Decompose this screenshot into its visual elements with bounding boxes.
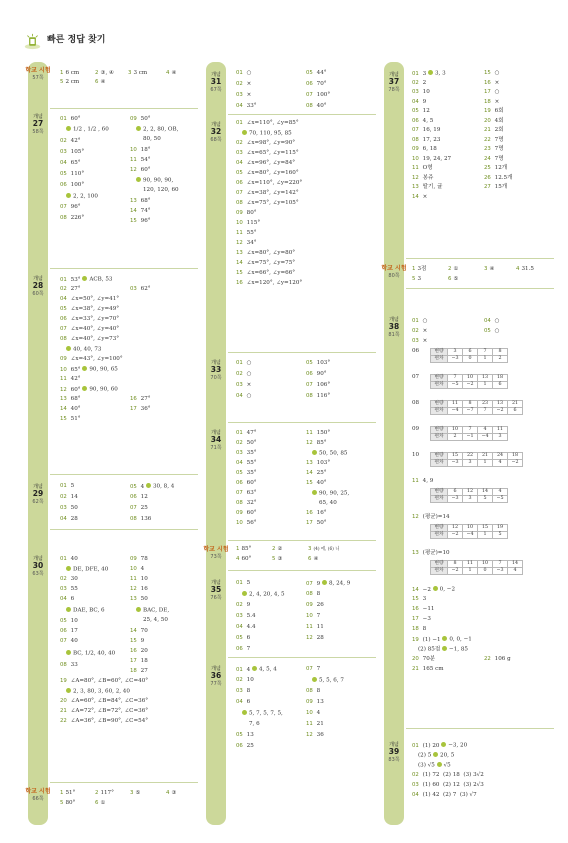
answer-item: 04 55° (236, 460, 257, 466)
section-label: 개념 39 83쪽 (388, 742, 400, 763)
answer-item: 09 26 (306, 602, 324, 608)
answer-item: 6 ④ (308, 556, 319, 562)
answer-item: 01 ○ (236, 360, 252, 366)
answer-item: 01 5 (60, 483, 75, 489)
answer-item: 03 5.4 (236, 613, 256, 619)
answer-item: 04 33° (236, 103, 257, 109)
answer-item: 05 ∠x=38°, ∠y=49° (60, 306, 120, 312)
answer-item: 07 (412, 374, 420, 380)
answer-item: 10 19, 24, 27 (412, 155, 452, 162)
answer-item: 09 (412, 426, 420, 432)
answer-item: 13 (평균)=10 (412, 550, 450, 556)
answer-item: 21 2회 (484, 127, 504, 133)
answer-item: 08 116° (306, 393, 331, 399)
answer-item: 06 12 (130, 494, 148, 500)
answer-item: 05 44° (306, 70, 327, 76)
answer-item: 14 −2 0, −2 (412, 586, 456, 593)
answer-item: 20 70분 (412, 656, 436, 662)
answer-item: 08 33 (60, 662, 78, 668)
answer-item: 05 35° (236, 470, 257, 476)
answer-item: 2, 4, 20, 4, 5 (242, 591, 285, 598)
answer-item: 07 25 (130, 505, 148, 511)
deviation-table: 변량 8 11 10 7 14 편차 −2 1 0 −3 4 (430, 560, 523, 575)
answer-item: 08 8 (306, 688, 321, 694)
answer-item: 14 40° (60, 406, 81, 412)
deviation-table: 변량 3 6 7 8 편차 −3 0 1 2 (430, 348, 508, 363)
answer-item: 04 28 (60, 516, 78, 522)
answer-item: 02 × (236, 81, 252, 87)
answer-item: 07 40 (60, 638, 78, 644)
deviation-table: 변량 15 22 21 24 18 편차 −3 3 1 4 −2 (430, 452, 523, 467)
answer-item: 08 ∠x=40°, ∠y=73° (60, 336, 120, 342)
answer-item: 21 165 cm (412, 666, 444, 672)
answer-item: 07 63° (236, 490, 257, 496)
answer-item: 12 60° (130, 167, 151, 173)
answer-item: 3 (4) 에, (6) 니 (308, 546, 340, 552)
answer-item: 5, 5, 6, 7 (312, 677, 344, 684)
answer-item: 06 25 (236, 743, 254, 749)
answer-item: 26 12.5개 (484, 174, 513, 181)
answer-item: 3 ④ (484, 266, 495, 272)
answer-item: 08 136 (130, 516, 152, 522)
answer-item: 3 3 cm (128, 70, 148, 76)
answer-item: 05 13 (236, 732, 254, 738)
section-label: 개념 36 77쪽 (210, 666, 222, 687)
answer-item: 80, 50 (143, 136, 161, 142)
answer-item: 19 (1) −1 0, 0, −1 (412, 636, 472, 643)
answer-item: 03 35° (236, 450, 257, 456)
answer-item: 02 42° (60, 138, 81, 144)
answer-item: 08 40° (306, 103, 327, 109)
section-label: 개념 34 71쪽 (210, 430, 222, 451)
answer-item: 02 2 (412, 79, 427, 86)
answer-item: 11 21 (306, 721, 324, 727)
answer-item: 06 (412, 348, 420, 354)
section-label: 개념 33 70쪽 (210, 360, 222, 381)
answer-item: 40, 40, 73 (66, 346, 101, 353)
answer-item: 05 110° (60, 171, 85, 177)
answer-item: 13 103° (306, 460, 331, 466)
answer-item: 90, 90, 90, (136, 177, 173, 184)
answer-item: 6 ④ (95, 79, 106, 85)
answer-item: 11 55° (236, 230, 257, 236)
answer-item: 2, 2, 80, OB, (136, 126, 178, 133)
answer-item: 02 10 (236, 677, 254, 683)
answer-item: 09 50° (130, 116, 151, 122)
answer-item: 15 3 (412, 596, 427, 602)
answer-item: 65, 40 (319, 500, 337, 506)
answer-item: 1 3점 (412, 266, 427, 272)
answer-item: 14 25° (306, 470, 327, 476)
answer-item: 04 ∠x=50°, ∠y=41° (60, 296, 120, 302)
answer-item: 15 96° (130, 218, 151, 224)
answer-item: 19 6회 (484, 108, 504, 114)
answer-item: 06 100° (60, 182, 85, 188)
answer-item: 08 8 (306, 591, 321, 597)
answer-item: 14 70 (130, 628, 148, 634)
answer-item: 06 7 (236, 646, 251, 652)
answer-item: 08 32° (236, 500, 257, 506)
answer-item: 03 62° (130, 286, 151, 292)
answer-item: 02 9 (236, 602, 251, 608)
answer-item: 07 16, 19 (412, 127, 441, 133)
answer-item: 09 78 (130, 556, 148, 562)
answer-item: 16 20 (130, 648, 148, 654)
answer-item: 90, 90, 25, (312, 490, 349, 497)
answer-item: 06 4, 5 (412, 117, 434, 124)
section-label: 개념 32 68쪽 (210, 122, 222, 143)
answer-item: BAC, DE, (136, 607, 169, 614)
answer-item: 01 60° (60, 116, 81, 122)
answer-item: 21 ∠A=72°, ∠B=72°, ∠C=36° (60, 708, 149, 714)
answer-item: 02 (1) 72 (2) 18 (3) 3√2 (412, 772, 484, 778)
answer-item: 18 27 (130, 668, 148, 674)
answer-item: 4 60° (236, 556, 252, 562)
section-label: 개념 27 58쪽 (32, 114, 44, 135)
answer-item: 18 × (484, 98, 500, 105)
answer-item: (2) 85점 −1, 85 (418, 646, 468, 653)
answer-item: 07 ∠x=40°, ∠y=40° (60, 326, 120, 332)
answer-item: 120, 120, 60 (143, 187, 179, 193)
section-label: 학교 시험 73쪽 (203, 546, 229, 561)
answer-item: 14 74° (130, 208, 151, 214)
answer-item: 07 100° (306, 92, 331, 98)
answer-item: 03 ∠x=65°, ∠y=115° (236, 150, 299, 156)
deviation-table: 변량 7 10 13 18 편차 −5 −2 1 6 (430, 374, 508, 389)
answer-item: 04 ○ (236, 393, 252, 399)
answer-item: 16 ∠x=120°, ∠y=120° (236, 280, 303, 286)
answer-item: 6 ① (95, 800, 106, 806)
answer-item: 12 28 (306, 635, 324, 641)
answer-item: 07 ∠x=38°, ∠y=142° (236, 190, 299, 196)
section-label: 개념 37 78쪽 (388, 72, 400, 93)
answer-item: 10 (412, 452, 420, 458)
answer-item: 12 36 (306, 732, 324, 738)
answer-item: 01 47° (236, 430, 257, 436)
answer-item: 25 12개 (484, 165, 508, 171)
answer-item: 12 16 (130, 586, 148, 592)
answer-item: 11 O형 (412, 165, 433, 171)
answer-item: 5 2 cm (60, 79, 80, 85)
answer-item: 14 ∠x=75°, ∠y=75° (236, 260, 296, 266)
answer-item: 16 × (484, 79, 500, 86)
answer-item: 03 55 (60, 586, 78, 592)
answer-item: 1 51° (60, 790, 76, 796)
answer-item: 11 11 (306, 624, 324, 630)
answer-item: 01 4 4, 5, 4 (236, 666, 277, 673)
answer-item: 03 10 (412, 89, 430, 95)
answer-item: BC, 1/2, 40, 40 (66, 650, 115, 657)
answer-item: 03 × (236, 382, 252, 388)
answer-item: 11 42° (60, 376, 81, 382)
answer-item: 06 70° (306, 81, 327, 87)
answer-item: 16 −11 (412, 606, 435, 612)
answer-item: 1 6 cm (60, 70, 80, 76)
answer-item: 04 9 (412, 98, 427, 105)
answer-item: 08 (412, 400, 420, 406)
answer-column-1 (25, 62, 198, 825)
page-header (24, 32, 105, 50)
answer-item: 01 (1) 20 −3, 20 (412, 742, 468, 749)
answer-item: 12 봉쥬 (412, 174, 434, 181)
answer-item: 22 106 g (484, 656, 511, 662)
answer-item: 22 ∠A=36°, ∠B=90°, ∠C=54° (60, 718, 149, 724)
answer-item: 2, 3, 80, 3, 60, 2, 40 (66, 688, 130, 695)
answer-item: 7, 6 (249, 721, 260, 727)
answer-item: 05 10 (60, 618, 78, 624)
answer-item: 02 30 (60, 576, 78, 582)
section-label: 학교 시험 80쪽 (381, 265, 407, 280)
answer-item: 20 4회 (484, 117, 504, 124)
answer-item: 17 36° (130, 406, 151, 412)
deviation-table: 변량 12 10 15 19 편차 −2 −4 1 5 (430, 524, 508, 539)
answer-item: 12 85° (306, 440, 327, 446)
answer-item: 12 (평균)=14 (412, 514, 450, 520)
section-label: 개념 35 76쪽 (210, 580, 222, 601)
section-label: 개념 29 62쪽 (32, 484, 44, 505)
answer-item: 01 3 3, 3 (412, 70, 446, 77)
answer-item: 06 90° (306, 371, 327, 377)
answer-item: 13 68° (130, 198, 151, 204)
answer-item: 17 18 (130, 658, 148, 664)
deviation-table: 변량 6 12 14 4 편차 −3 3 5 −5 (430, 488, 508, 503)
answer-item: 17 50° (306, 520, 327, 526)
answer-item: 01 ∠x=110°, ∠y=85° (236, 120, 299, 126)
answer-item: 07 7 (306, 666, 321, 672)
section-label: 개념 30 63쪽 (32, 556, 44, 577)
answer-item: 16 16° (306, 510, 327, 516)
section-label: 개념 28 60쪽 (32, 276, 44, 297)
answer-item: 13 68° (60, 396, 81, 402)
answer-item: 15 40° (306, 480, 327, 486)
answer-item: 05 4 30, 8, 4 (130, 483, 175, 490)
answer-item: 24 7명 (484, 155, 504, 162)
answer-item: 10 115° (236, 220, 261, 226)
answer-item: 2 ① (448, 266, 459, 272)
answer-item: 5 3 (412, 276, 421, 282)
answer-item: 02 27° (60, 286, 81, 292)
answer-item: 2 ② (272, 546, 283, 552)
answer-item: 13 ∠x=80°, ∠y=80° (236, 250, 296, 256)
answer-item: 07 96° (60, 204, 81, 210)
answer-item: 02 ∠x=98°, ∠y=90° (236, 140, 296, 146)
answer-item: 2 117° (95, 790, 114, 796)
answer-item: 01 ○ (412, 318, 428, 324)
answer-item: 08 226° (60, 215, 85, 221)
answer-item: 05 ∠x=80°, ∠y=160° (236, 170, 299, 176)
answer-item: 50, 50, 85 (312, 450, 347, 457)
answer-item: (3) √5 √5 (418, 762, 451, 769)
answer-item: 04 6 (236, 699, 251, 705)
deviation-table: 변량 10 7 4 11 편차 2 −1 −4 3 (430, 426, 508, 441)
answer-item: 25, 4, 50 (143, 617, 168, 623)
answer-item: 09 ∠x=43°, ∠y=100° (60, 356, 123, 362)
answer-item: 06 ∠x=110°, ∠y=220° (236, 180, 303, 186)
answer-item: 22 7명 (484, 136, 504, 143)
answer-item: 06 17 (60, 628, 78, 634)
answer-item: 10 65° 90, 90, 65 (60, 366, 118, 373)
answer-item: 10 18° (130, 147, 151, 153)
answer-item: 04 ○ (484, 318, 500, 324)
answer-item: 1 85° (236, 546, 252, 552)
answer-item: 5, 7, 5, 7, 5, (242, 710, 283, 717)
answer-item: 03 50 (60, 505, 78, 511)
answer-item: 09 13 (306, 699, 324, 705)
section-label: 학교 시험 66쪽 (25, 788, 51, 803)
answer-item: 15 ∠x=66°, ∠y=66° (236, 270, 296, 276)
answer-item: 70, 110, 95, 85 (242, 130, 292, 137)
answer-item: 03 (1) 60 (2) 12 (3) 2√3 (412, 782, 484, 788)
answer-item: 05 ○ (484, 328, 500, 334)
answer-item: 03 × (412, 338, 428, 344)
answer-item: 4 31.5 (516, 266, 534, 272)
answer-item: 23 7명 (484, 146, 504, 152)
answer-column-2 (203, 62, 376, 825)
answer-item: 04 ∠x=96°, ∠y=84° (236, 160, 296, 166)
answer-item: 06 60° (236, 480, 257, 486)
answer-item: (2) 5 20, 5 (418, 752, 455, 759)
section-label: 학교 시험 57쪽 (25, 67, 51, 82)
section-label: 개념 38 81쪽 (388, 317, 400, 338)
answer-item: 10 4 (130, 566, 145, 572)
answer-item: 4 ④ (166, 70, 177, 76)
answer-item: 01 40 (60, 556, 78, 562)
answer-item: 15 9 (130, 638, 145, 644)
answer-item: 1/2 , 1/2 , 60 (66, 126, 109, 133)
answer-item: 03 8 (236, 688, 251, 694)
answer-item: 09 60° (236, 510, 257, 516)
answer-item: 12 34° (236, 240, 257, 246)
answer-item: 09 6, 18 (412, 146, 437, 152)
answer-item: 09 80° (236, 210, 257, 216)
answer-item: 17 −3 (412, 616, 431, 622)
answer-item: 02 50° (236, 440, 257, 446)
answer-item: 3 ⑤ (130, 790, 141, 796)
answer-item: DE, DFE, 40 (66, 566, 108, 573)
answer-item: 06 ∠x=33°, ∠y=70° (60, 316, 120, 322)
answer-item: 11 4, 9 (412, 478, 434, 484)
answer-item: 2 ③, ④ (95, 70, 115, 76)
answer-item: 14 × (412, 193, 428, 200)
answer-item: 5 ③ (272, 556, 283, 562)
answer-item: 20 ∠A=60°, ∠B=84°, ∠C=36° (60, 698, 149, 704)
deviation-table: 변량 11 8 23 13 21 편차 −4 −7 7 −2 6 (430, 400, 523, 415)
answer-item: 08 ∠x=75°, ∠y=105° (236, 200, 299, 206)
answer-item: 07 106° (306, 382, 331, 388)
answer-item: 11 10 (130, 576, 148, 582)
answer-item: 01 ○ (236, 70, 252, 76)
answer-item: 2, 2, 100 (66, 193, 98, 200)
section-label: 개념 31 67쪽 (210, 72, 222, 93)
answer-item: 08 17, 23 (412, 136, 441, 143)
answer-item: 04 65° (60, 160, 81, 166)
answer-item: 10 4 (306, 710, 321, 716)
answer-item: 5 80° (60, 800, 76, 806)
answer-item: 10 56° (236, 520, 257, 526)
answer-item: 19 ∠A=80°, ∠B=60°, ∠C=40° (60, 678, 149, 684)
answer-item: 01 53° ACB, 53 (60, 276, 113, 283)
answer-item: 11 150° (306, 430, 331, 436)
answer-item: 05 6 (236, 635, 251, 641)
answer-item: 13 딸기, 귤 (412, 184, 443, 190)
answer-item: 02 14 (60, 494, 78, 500)
answer-item: 16 27° (130, 396, 151, 402)
answer-item: 17 ○ (484, 89, 500, 95)
answer-item: 27 15개 (484, 184, 508, 190)
answer-item: 10 7 (306, 613, 321, 619)
answer-item: 01 5 (236, 580, 251, 586)
answer-column-3 (381, 62, 554, 825)
answer-item: 05 103° (306, 360, 331, 366)
answer-item: 04 4.4 (236, 624, 256, 630)
answer-item: 15 ○ (484, 70, 500, 76)
answer-item: 02 × (412, 328, 428, 334)
answer-item: 07 9 8, 24, 9 (306, 580, 351, 587)
answer-item: 03 105° (60, 149, 85, 155)
answer-item: 11 54° (130, 157, 151, 163)
answer-item: 02 ○ (236, 371, 252, 377)
answer-item: 4 ③ (166, 790, 177, 796)
answer-item: 6 ⑤ (448, 276, 459, 282)
answer-item: 03 × (236, 92, 252, 98)
answer-item: 05 12 (412, 108, 430, 114)
answer-item: 04 (1) 42 (2) 7 (3) √7 (412, 792, 477, 798)
page-title: 빠른 정답 찾기 (47, 35, 106, 46)
answer-item: DAE, BC, 6 (66, 607, 105, 614)
answer-item: 15 51° (60, 416, 81, 422)
answer-item: 12 60° 90, 90, 60 (60, 386, 118, 393)
answer-item: 13 50 (130, 596, 148, 602)
lightbulb-pencil-icon (24, 33, 41, 50)
answer-item: 18 8 (412, 626, 427, 632)
answer-item: 04 6 (60, 596, 75, 602)
